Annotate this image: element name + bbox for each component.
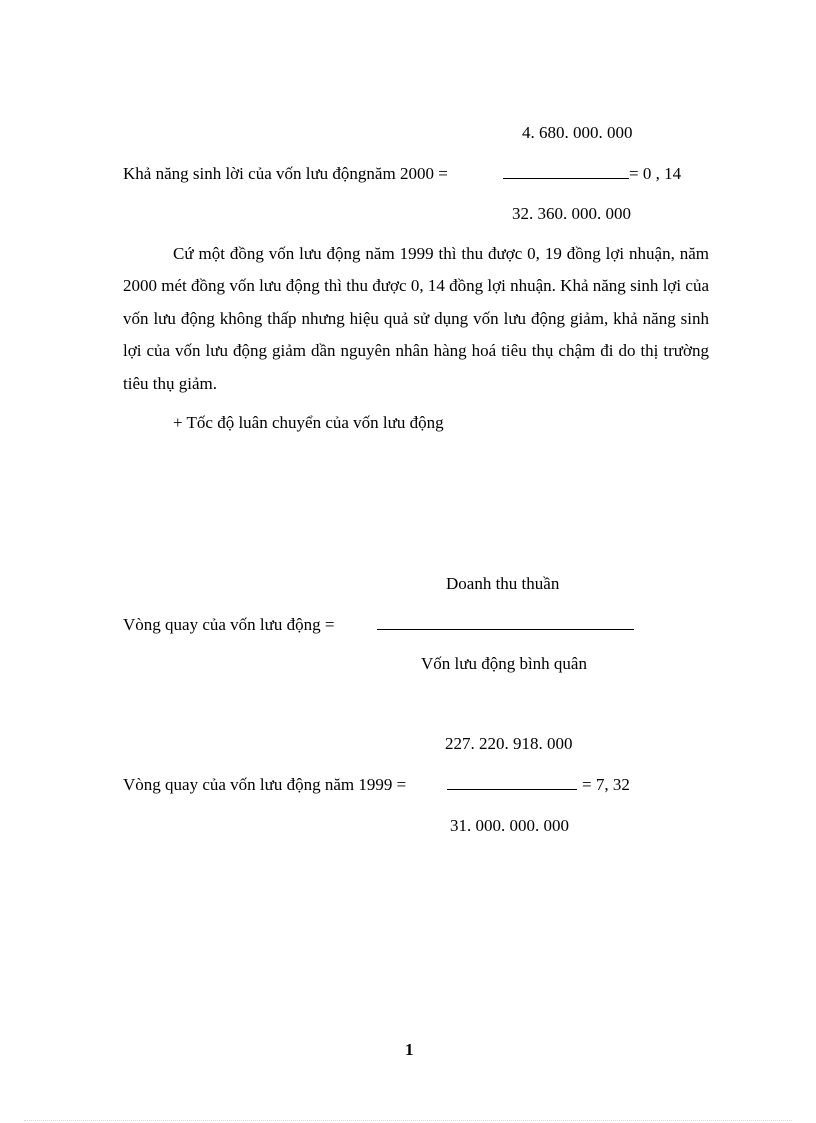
formula3-result: = 7, 32 [582, 775, 630, 794]
formula3-numerator: 227. 220. 918. 000 [445, 734, 573, 753]
formula3-fraction-line [447, 775, 577, 795]
formula1-fraction-line [503, 164, 629, 184]
page-number: 1 [405, 1040, 414, 1059]
formula1-label: Khả năng sinh lời của vốn lưu độngnăm 2000 = [123, 164, 448, 183]
section-bullet: + Tốc độ luân chuyển của vốn lưu động [173, 413, 444, 432]
formula2-denominator: Vốn lưu động bình quân [421, 654, 587, 673]
formula2-fraction-line [377, 615, 634, 635]
formula2-label: Vòng quay của vốn lưu động = [123, 615, 335, 634]
paragraph-profitability [123, 238, 709, 400]
formula3-label: Vòng quay của vốn lưu động năm 1999 = [123, 775, 407, 794]
formula1-numerator: 4. 680. 000. 000 [522, 123, 633, 142]
formula1-result: = 0 , 14 [629, 164, 682, 183]
page-bottom-rule [24, 1120, 792, 1121]
formula1-denominator: 32. 360. 000. 000 [512, 204, 631, 223]
formula2-numerator: Doanh thu thuần [446, 574, 560, 593]
paragraph-text: Cứ một đồng vốn lưu động năm 1999 thì thu được 0, 19 đồng lợi nhuận, năm 2000 mét đồng vốn lưu động thì thu được 0, 14 đồng lợi nhuận. Khả năng sinh lợi của vốn lưu động không thấp nhưng hiệu quả sử dụng vốn lưu động giảm, khả năng sinh lợi của vốn lưu động giảm dần nguyên nhân hàng hoá tiêu thụ chậm đi do thị trường tiêu thụ giảm. [123, 244, 709, 393]
formula3-denominator: 31. 000. 000. 000 [450, 816, 569, 835]
